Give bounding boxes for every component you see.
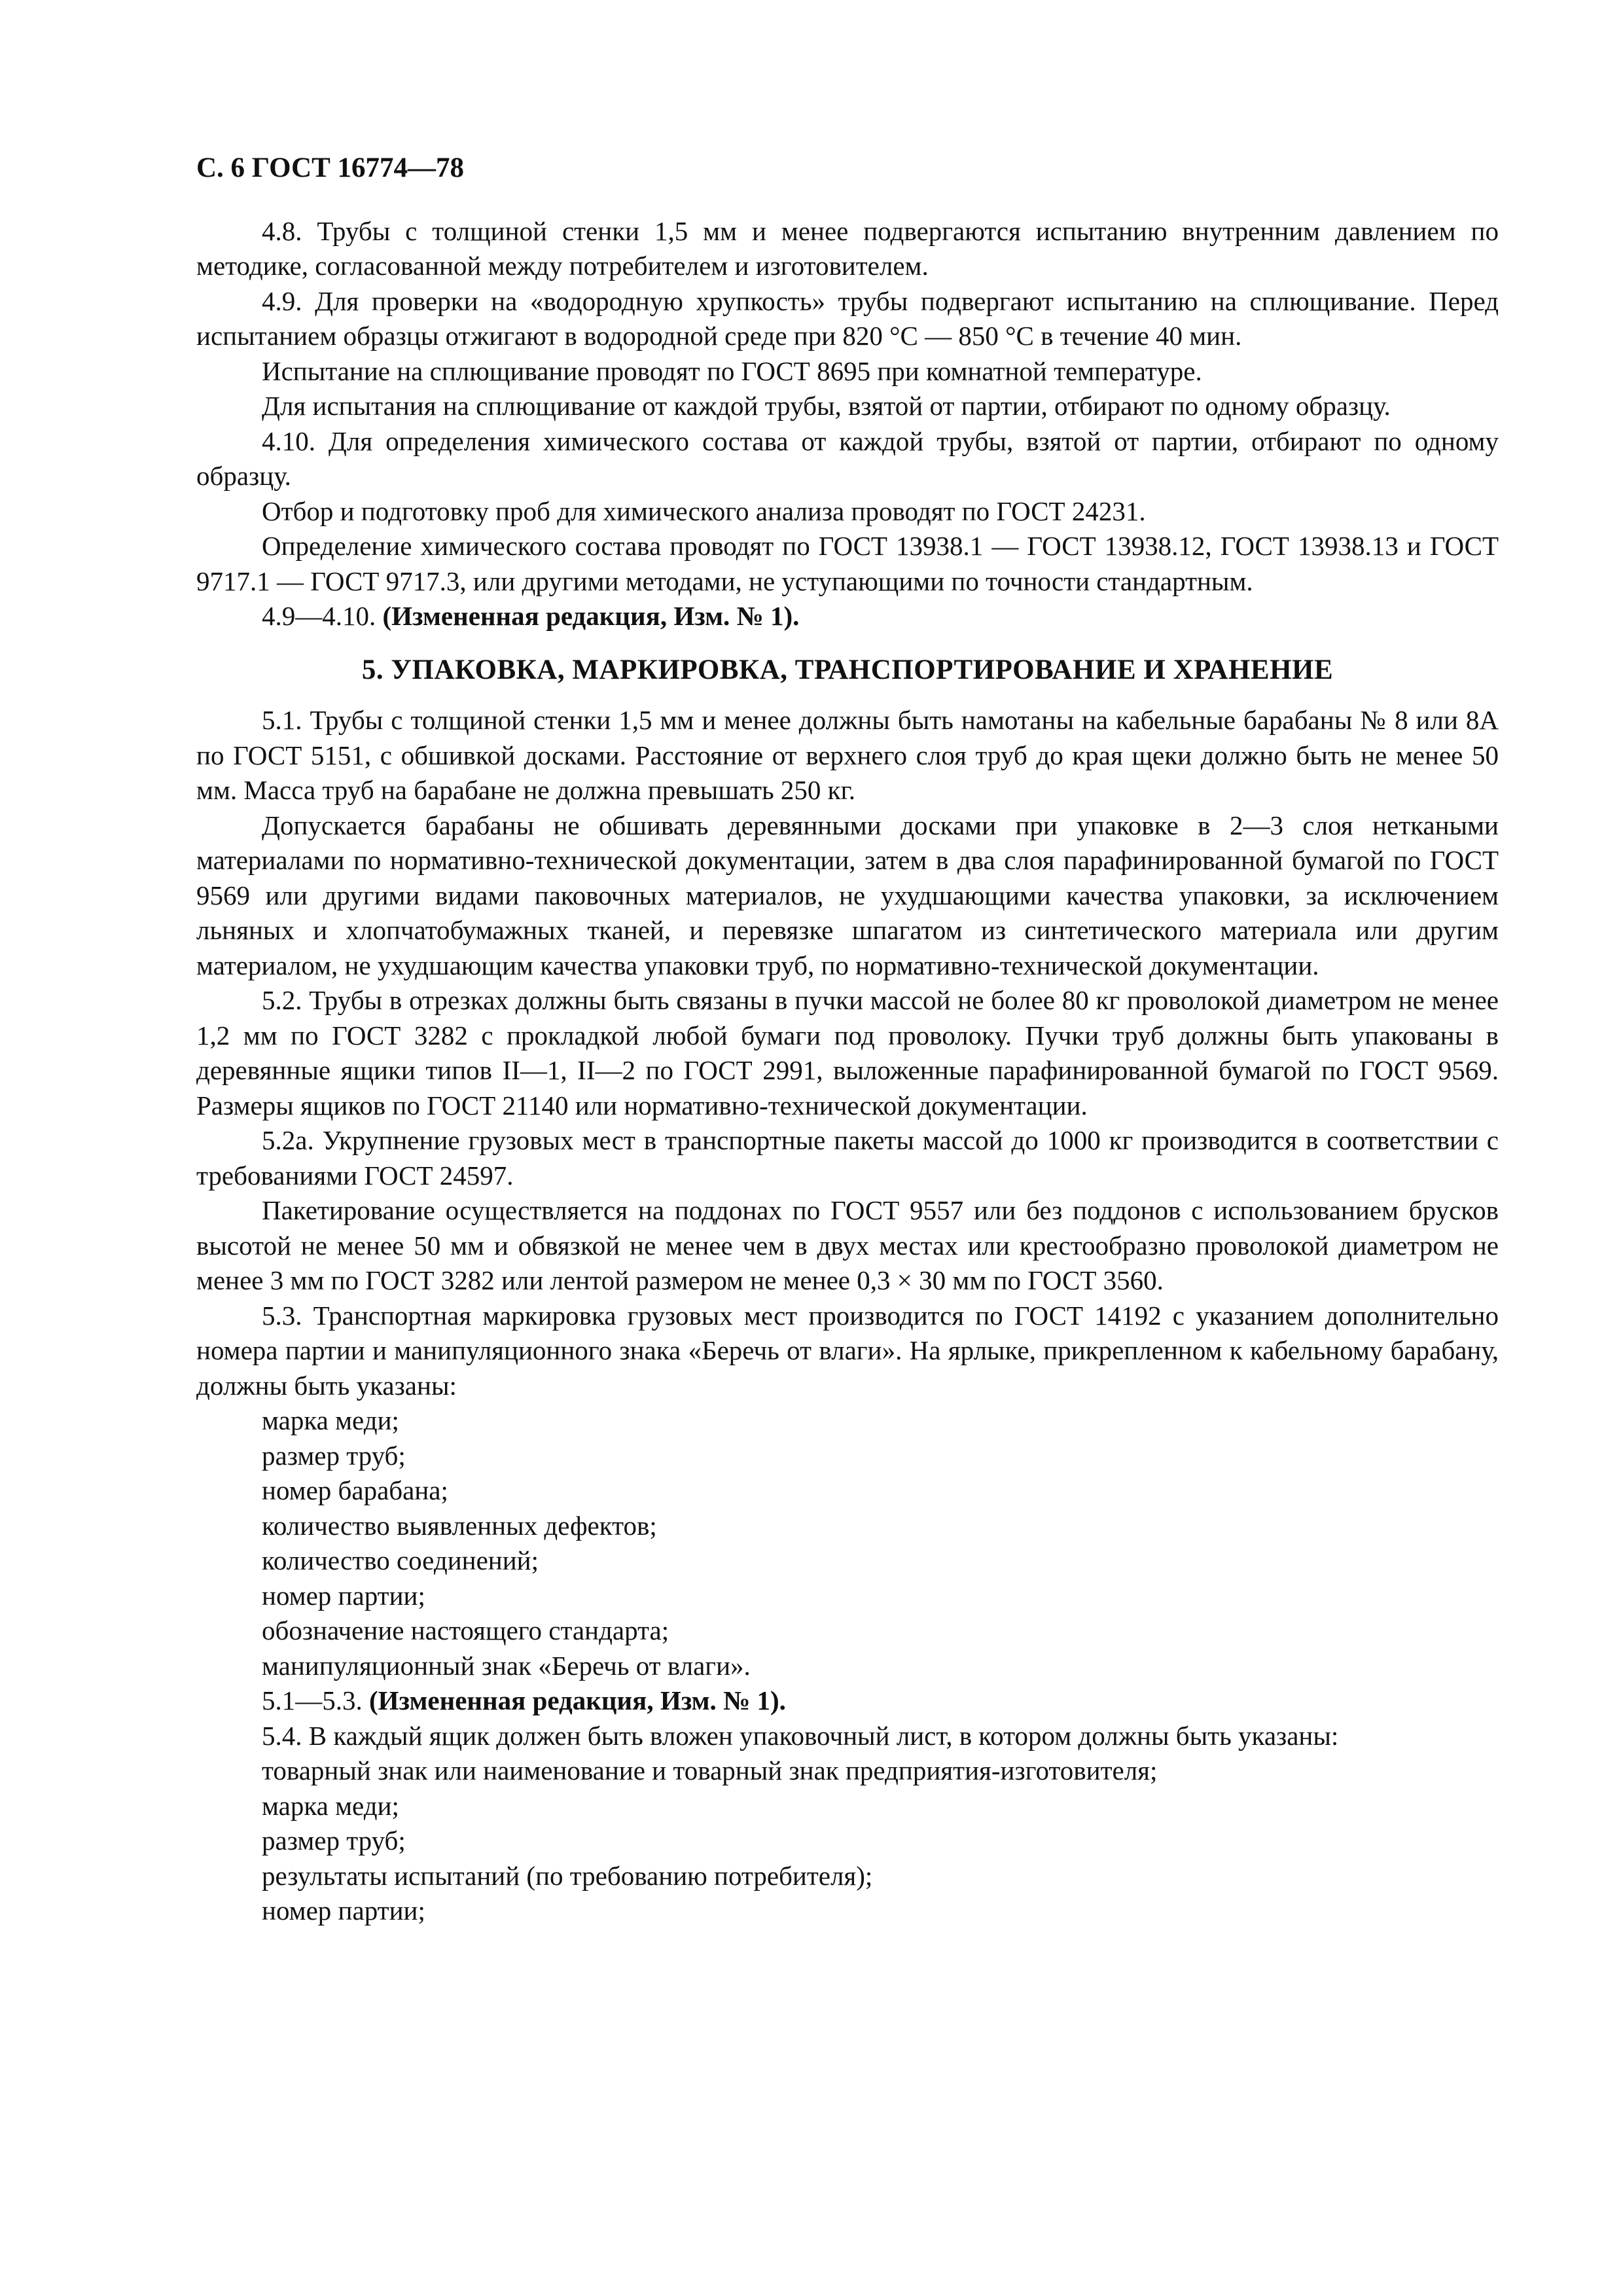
paragraph-4-9-sampling: Для испытания на сплющивание от каждой трубы, взятой от партии, отбирают по одному образцу.: [262, 391, 1391, 421]
change-note-text: (Измененная редакция, Изм. № 1).: [369, 1685, 786, 1715]
change-note-5: [196, 1683, 1499, 1719]
label-items-list: [196, 1403, 1499, 1683]
paragraph-4-10-methods: Определение химического состава проводят по ГОСТ 13938.1 — ГОСТ 13938.12, ГОСТ 13938.13 и ГОСТ 9717.1 — ГОСТ 9717.3, или другими методами, не уступающими по точности стандартным.: [196, 531, 1499, 596]
paragraph-5-1: 5.1. Трубы с толщиной стенки 1,5 мм и менее должны быть намотаны на кабельные барабаны № 8 или 8А по ГОСТ 5151, с обшивкой досками. Расстояние от верхнего слоя труб до края щеки должно быть не менее 50 мм. Масса труб на барабане не должна превышать 250 кг.: [196, 705, 1499, 805]
change-note-4: [196, 599, 1499, 634]
paragraph-5-3: 5.3. Транспортная маркировка грузовых мест производится по ГОСТ 14192 с указанием дополнительно номера партии и манипуляционного знака «Беречь от влаги». На ярлыке, прикрепленном к кабельному барабану, должны быть указаны:: [196, 1300, 1499, 1401]
list-item: размер труб;: [262, 1825, 406, 1856]
change-note-text: (Измененная редакция, Изм. № 1).: [382, 601, 800, 631]
paragraph-4-9: 4.9. Для проверки на «водородную хрупкость» трубы подвергают испытанию на сплющивание. Перед испытанием образцы отжигают в водородной среде при 820 °С — 850 °С в течение 40 мин.: [196, 285, 1499, 351]
paragraph-5-2a: 5.2а. Укрупнение грузовых мест в транспортные пакеты массой до 1000 кг производится в соответствии с требованиями ГОСТ 24597.: [196, 1125, 1499, 1191]
list-item: марка меди;: [262, 1405, 399, 1435]
list-item: марка меди;: [262, 1790, 399, 1821]
list-item: номер партии;: [262, 1895, 425, 1926]
list-item: результаты испытаний (по требованию потребителя);: [262, 1860, 873, 1891]
list-item: товарный знак или наименование и товарный знак предприятия-изготовителя;: [262, 1755, 1158, 1785]
paragraph-5-2: 5.2. Трубы в отрезках должны быть связаны в пучки массой не более 80 кг проволокой диаметром не менее 1,2 мм по ГОСТ 3282 с прокладкой любой бумаги под проволоку. Пучки труб должны быть упакованы в деревянные ящики типов II—1, II—2 по ГОСТ 2991, выложенные парафинированной бумагой по ГОСТ 9569. Размеры ящиков по ГОСТ 21140 или нормативно-технической документации.: [196, 985, 1499, 1121]
paragraph-5-2a-palletizing: Пакетирование осуществляется на поддонах по ГОСТ 9557 или без поддонов с использованием брусков высотой не менее 50 мм и обвязкой не менее чем в двух местах или крестообразно проволокой диаметром не менее 3 мм по ГОСТ 3282 или лентой размером не менее 0,3 × 30 мм по ГОСТ 3560.: [196, 1195, 1499, 1295]
section-5-title: 5. УПАКОВКА, МАРКИРОВКА, ТРАНСПОРТИРОВАНИЕ И ХРАНЕНИЕ: [361, 654, 1334, 685]
change-note-ref: 5.1—5.3.: [262, 1685, 363, 1715]
packing-list-items: [196, 1753, 1499, 1929]
list-item: манипуляционный знак «Беречь от влаги».: [262, 1650, 751, 1681]
paragraph-5-1-packing: Допускается барабаны не обшивать деревянными досками при упаковке в 2—3 слоя неткаными материалами по нормативно-технической документации, затем в два слоя парафинированной бумагой по ГОСТ 9569 или другими видами паковочных материалов, не ухудшающими качества упаковки, за исключением льняных и хлопчатобумажных тканей, и перевязке шпагатом из синтетического материала или другим материалом, не ухудшающим качества упаковки труб, по нормативно-технической документации.: [196, 810, 1499, 980]
paragraph-4-10: 4.10. Для определения химического состава от каждой трубы, взятой от партии, отбирают по одному образцу.: [196, 425, 1499, 491]
list-item: размер труб;: [262, 1440, 406, 1471]
change-note-ref: 4.9—4.10.: [262, 601, 376, 631]
paragraph-4-9-flattening: Испытание на сплющивание проводят по ГОСТ 8695 при комнатной температуре.: [262, 355, 1202, 386]
list-item: количество выявленных дефектов;: [262, 1510, 657, 1541]
page-header: С. 6 ГОСТ 16774—78: [196, 152, 465, 183]
paragraph-4-8: 4.8. Трубы с толщиной стенки 1,5 мм и менее подвергаются испытанию внутренним давлением по методике, согласованной между потребителем и изготовителем.: [196, 215, 1499, 281]
document-page: [196, 151, 1499, 1929]
list-item: номер партии;: [262, 1580, 425, 1611]
list-item: номер барабана;: [262, 1475, 448, 1505]
paragraph-4-10-sampling: Отбор и подготовку проб для химического анализа проводят по ГОСТ 24231.: [262, 495, 1146, 526]
paragraph-5-4: 5.4. В каждый ящик должен быть вложен упаковочный лист, в котором должны быть указаны:: [262, 1720, 1339, 1751]
list-item: количество соединений;: [262, 1545, 539, 1575]
list-item: обозначение настоящего стандарта;: [262, 1615, 669, 1645]
